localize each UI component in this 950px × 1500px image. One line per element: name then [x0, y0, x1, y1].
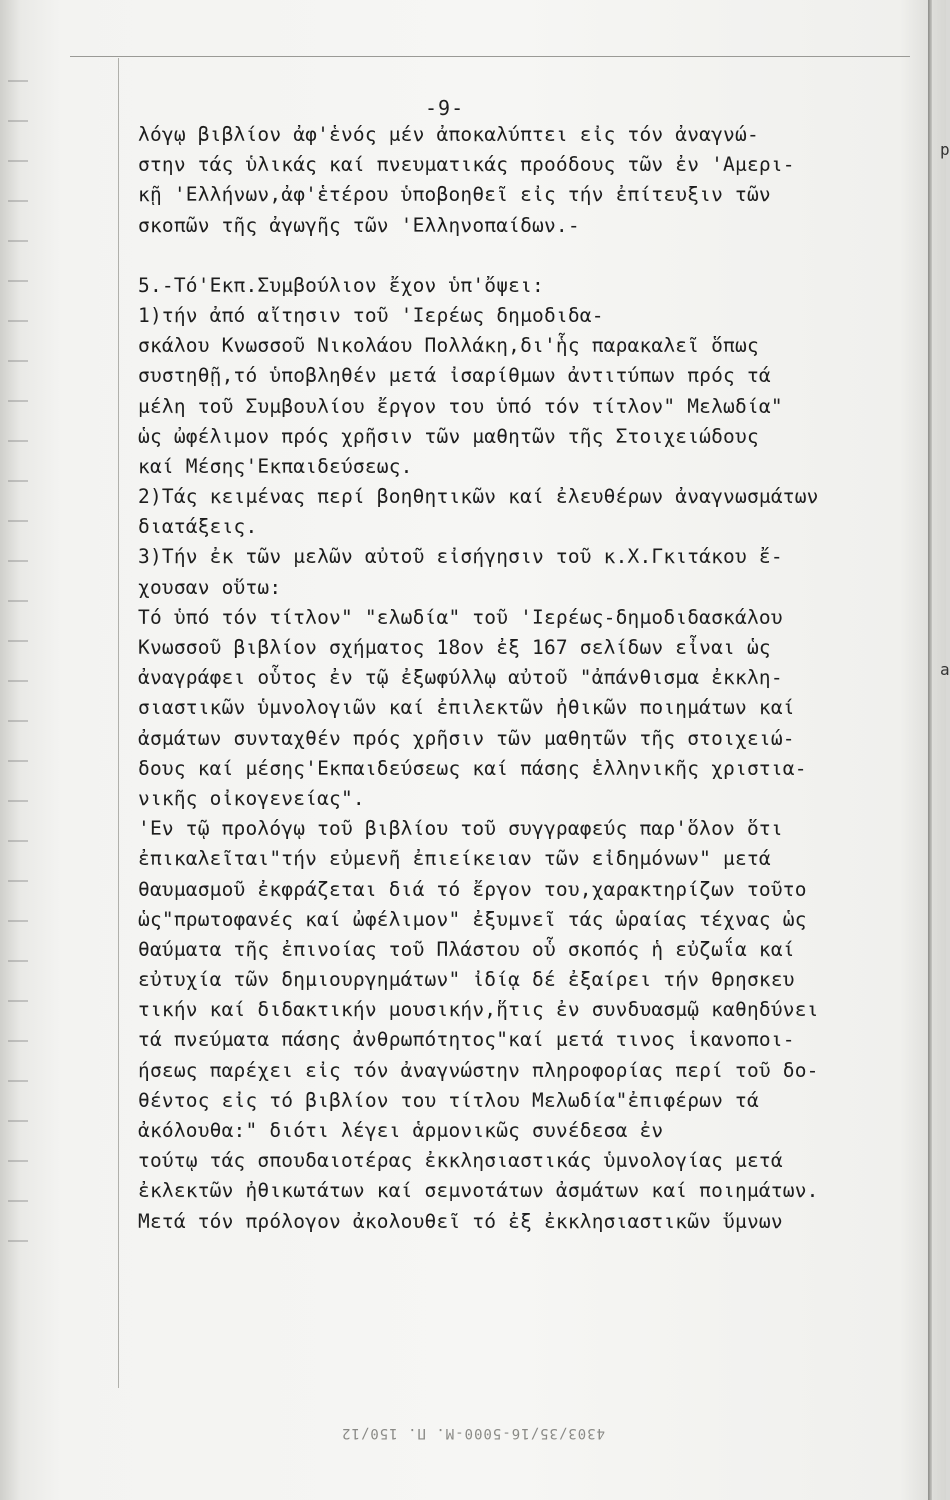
text-line: δους καί μέσης'Εκπαιδεύσεως καί πάσης ἑλληνικῆς χριστια-	[138, 756, 807, 780]
text-line: Τό ὑπό τόν τίτλον" "ελωδία" τοῦ 'Ιερέως-δημοδιδασκάλου	[138, 605, 783, 629]
text-line: 2)Τάς κειμένας περί βοηθητικῶν καί ἐλευθέρων ἀναγνωσμάτων	[138, 485, 819, 509]
printer-stamp: 4303/35/16-5000-Μ. Π. 150/12	[341, 1425, 606, 1441]
text-line: τούτῳ τάς σπουδαιοτέρας ἐκκλησιαστικάς ὑμνολογίας μετά	[138, 1149, 783, 1173]
text-line: ὡς ὠφέλιμον πρός χρῆσιν τῶν μαθητῶν τῆς Στοιχειώδους	[138, 424, 759, 448]
text-line: ήσεως παρέχει εἰς τόν ἀναγνώστην πληροφορίας περί τοῦ δο-	[138, 1058, 819, 1082]
text-line: 5.-Τό'Εκπ.Συμβούλιον ἔχον ὑπ'ὄψει:	[138, 273, 544, 297]
text-line: εὐτυχία τῶν δημιουργημάτων" ἰδίᾳ δέ ἐξαίρει τήν θρησκευ	[138, 968, 795, 992]
text-line: Κνωσσοῦ βιβλίον σχήματος 18ον ἐξ 167 σελίδων εἶναι ὡς	[138, 636, 771, 659]
margin-rule	[118, 58, 119, 1388]
text-line: ἐπικαλεῖται"τήν εὐμενῆ ἐπιείκειαν τῶν εἰδημόνων" μετά	[138, 847, 771, 871]
text-line: σιαστικῶν ὑμνολογιῶν καί ἐπιλεκτῶν ἠθικῶν ποιημάτων καί	[138, 696, 795, 720]
binding-edge	[928, 0, 932, 1500]
text-line: ὡς"πρωτοφανές καί ὠφέλιμον" ἐξυμνεῖ τάς ὡραίας τέχνας ὡς	[138, 907, 807, 931]
typed-body-text	[138, 120, 908, 1237]
text-line: χουσαν οὕτω:	[138, 575, 282, 599]
text-line: Μετά τόν πρόλογον ἀκολουθεῖ τό ἐξ ἐκκλησιαστικῶν ὕμνων	[138, 1209, 783, 1233]
text-line: σκοπῶν τῆς ἀγωγῆς τῶν 'Ελληνοπαίδων.-	[138, 213, 580, 237]
text-line: ἀκόλουθα:" διότι λέγει ἁρμονικῶς συνέδεσα ἐν	[138, 1119, 664, 1142]
left-margin-bleed	[8, 80, 28, 1400]
text-line: 'Εν τῷ προλόγῳ τοῦ βιβλίου τοῦ συγγραφεύς παρ'ὅλον ὅτι	[138, 817, 783, 841]
text-line: ἀναγράφει οὗτος ἐν τῷ ἐξωφύλλῳ αὐτοῦ "ἀπάνθισμα ἐκκλη-	[138, 666, 783, 690]
text-line: καί Μέσης'Εκπαιδεύσεως.	[138, 454, 413, 478]
text-line: 1)τήν ἀπό αἴτησιν τοῦ 'Ιερέως δημοδιδα-	[138, 303, 604, 327]
margin-mark-p: p	[940, 140, 950, 159]
text-line: θέντος εἰς τό βιβλίον του τίτλου Μελωδία"ἐπιφέρων τά	[138, 1088, 759, 1112]
text-line: μέλη τοῦ Συμβουλίου ἔργον του ὑπό τόν τίτλον" Μελωδία"	[138, 394, 783, 418]
text-line: στην τάς ὑλικάς καί πνευματικάς προόδους τῶν ἐν 'Αμερι-	[138, 153, 795, 177]
margin-mark-a: a	[940, 660, 950, 679]
text-line: τικήν καί διδακτικήν μουσικήν,ἥτις ἐν συνδυασμῷ καθηδύνει	[138, 998, 819, 1022]
text-line: 3)Τήν ἐκ τῶν μελῶν αὐτοῦ εἰσήγησιν τοῦ κ.Χ.Γκιτάκου ἔ-	[138, 545, 783, 569]
text-line: θαυμασμοῦ ἐκφράζεται διά τό ἔργον του,χαρακτηρίζων τοῦτο	[138, 877, 807, 901]
text-line: κῇ 'Ελλήνων,ἀφ'ἑτέρου ὑποβοηθεῖ εἰς τήν ἐπίτευξιν τῶν	[138, 183, 771, 207]
text-line	[138, 241, 908, 271]
text-line: ἐκλεκτῶν ἠθικωτάτων καί σεμνοτάτων ἀσμάτων καί ποιημάτων.	[138, 1179, 819, 1203]
page-number: -9-	[425, 96, 465, 120]
text-line: διατάξεις.	[138, 515, 258, 539]
text-line: θαύματα τῆς ἐπινοίας τοῦ Πλάστου οὗ σκοπός ἡ εὐζωΐα καί	[138, 937, 795, 961]
top-rule	[70, 56, 910, 57]
text-line: ἀσμάτων συνταχθέν πρός χρῆσιν τῶν μαθητῶν τῆς στοιχειώ-	[138, 726, 795, 750]
text-line: συστηθῇ,τό ὑποβληθέν μετά ἰσαρίθμων ἀντιτύπων πρός τά	[138, 364, 771, 388]
text-line: λόγῳ βιβλίον ἀφ'ἑνός μέν ἀποκαλύπτει εἰς τόν ἀναγνώ-	[138, 123, 759, 146]
text-line: νικῆς οἰκογενείας".	[138, 786, 365, 810]
text-line: τά πνεύματα πάσης ἀνθρωπότητος"καί μετά τινος ἱκανοποι-	[138, 1028, 795, 1052]
text-line: σκάλου Κνωσσοῦ Νικολάου Πολλάκη,δι'ἧς παρακαλεῖ ὅπως	[138, 334, 759, 358]
